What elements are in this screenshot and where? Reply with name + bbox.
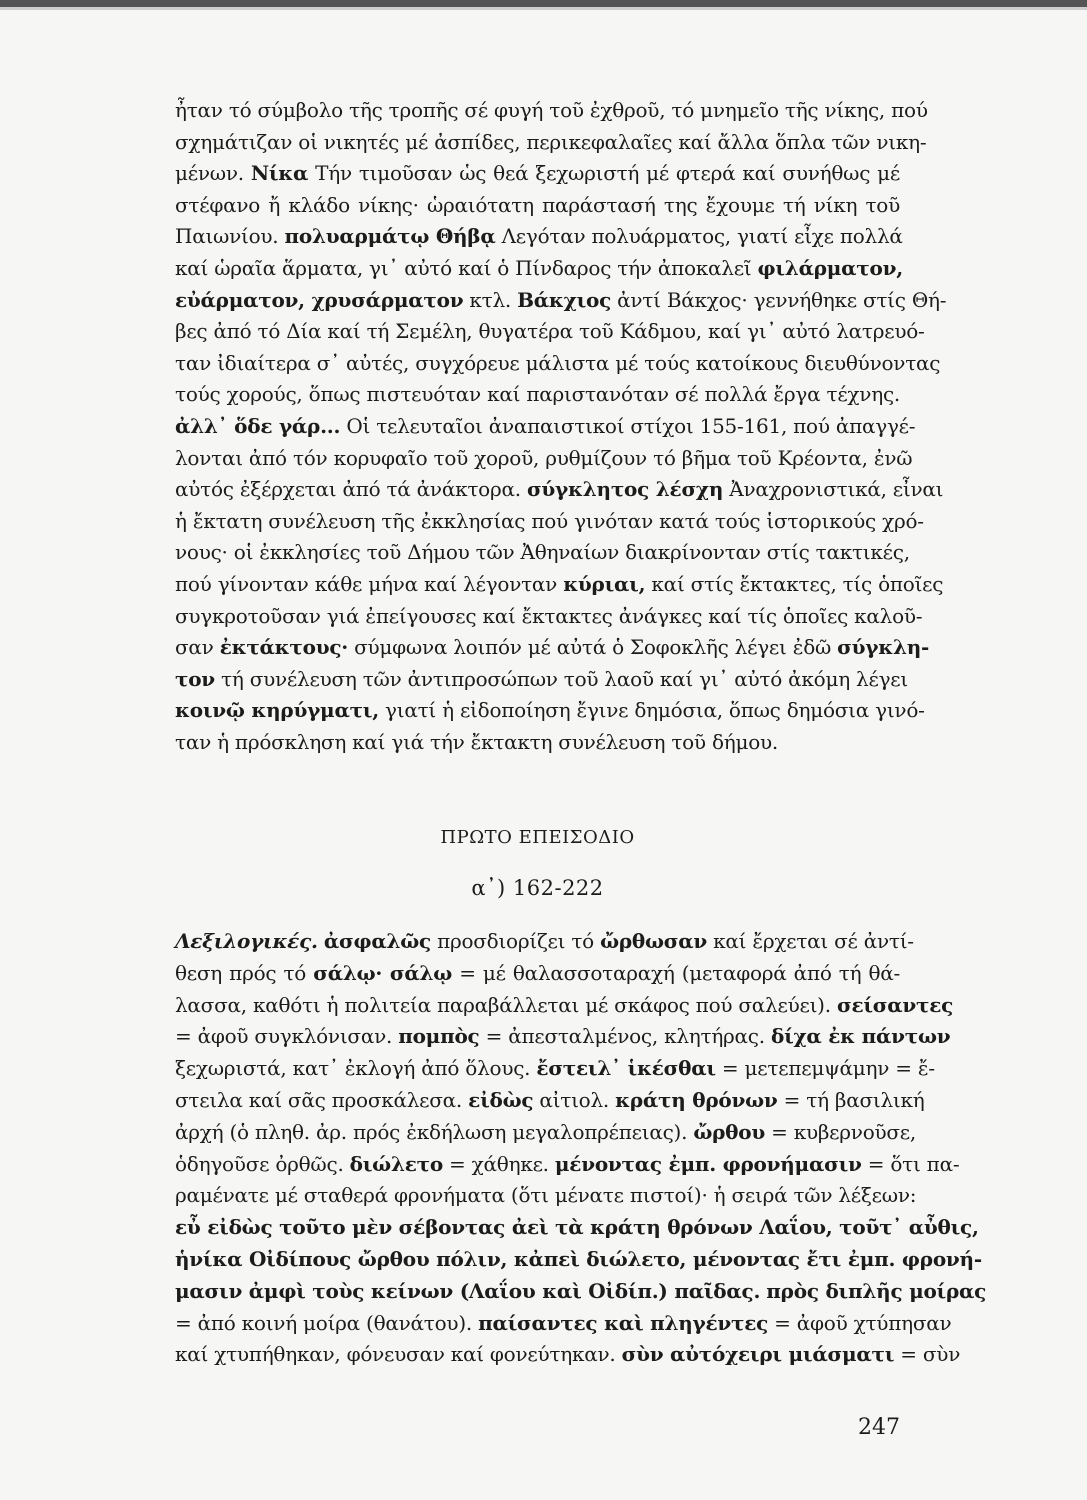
text-run: = ἀφοῦ συγκλόνισαν. xyxy=(175,1024,399,1049)
text-run: ἦταν τό σύμβολο τῆς τροπῆς σέ φυγή τοῦ ἐχθροῦ, τό μνημεῖο τῆς νίκης, πού xyxy=(175,98,928,122)
bold-term: τον xyxy=(175,666,215,691)
bold-term: μασιν ἀμφὶ τοὺς κείνων (Λαΐου καὶ Οἰδίπ.) παῖδας. xyxy=(175,1278,761,1303)
text-run: προσδιορίζει τό xyxy=(430,929,601,953)
text-run: νους· οἱ ἐκκλησίες τοῦ Δήμου τῶν Ἀθηναίων διακρίνονταν στίς τακτικές, xyxy=(175,540,910,565)
bold-term: εὐάρματον, χρυσάρματον xyxy=(175,287,464,312)
text-line xyxy=(175,928,914,954)
text-run: = σὺν xyxy=(894,1342,961,1367)
text-run: ραμένατε μέ σταθερά φρονήματα (ὅτι μένατε πιστοί)· ἡ σειρά τῶν λέξεων: xyxy=(175,1183,917,1208)
bold-term: εὖ εἰδὼς τοῦτο μὲν σέβοντας ἀεὶ τὰ κράτη θρόνων Λαΐου, τοῦτ᾽ αὖθις, xyxy=(175,1215,979,1240)
text-run: πού γίνονταν κάθε μήνα καί λέγονταν xyxy=(175,572,564,596)
bold-term: κράτη θρόνων xyxy=(615,1088,778,1112)
text-run: σαν xyxy=(175,635,220,660)
bold-term: κύριαι, xyxy=(563,572,646,596)
text-run: ἀντί Βάκχος· γεννήθηκε στίς Θή- xyxy=(611,287,947,312)
text-run: ἡ ἔκτατη συνέλευση τῆς ἐκκλησίας πού γινόταν κατά τούς ἱστορικούς χρό- xyxy=(175,508,924,533)
bold-term: ἔστειλ᾽ ἱκέσθαι xyxy=(536,1056,716,1081)
text-line xyxy=(175,223,903,249)
bold-term: ὤρθωσαν xyxy=(600,929,708,953)
bleed-through-text xyxy=(175,790,900,940)
text-run: καί ὡραῖα ἅρματα, γι᾽ αὐτό καί ὁ Πίνδαρος τήν ἀποκαλεῖ xyxy=(175,256,758,280)
bold-term: ἀσφαλῶς xyxy=(323,929,431,953)
text-run: Λεγόταν πολυάρματος, γιατί εἶχε πολλά xyxy=(495,224,903,249)
text-line xyxy=(175,1278,987,1304)
text-line xyxy=(175,960,900,986)
text-line xyxy=(175,445,913,471)
text-line xyxy=(175,381,900,407)
text-run: = τή βασιλική xyxy=(777,1088,925,1112)
text-run: Παιωνίου. xyxy=(175,224,285,249)
text-line xyxy=(175,476,944,502)
text-run: αὐτός ἐξέρχεται ἀπό τά ἀνάκτορα. xyxy=(175,477,527,502)
text-run: τή συνέλευση τῶν ἀντιπροσώπων τοῦ λαοῦ καί γι᾽ αὐτό ἀκόμη λέγει xyxy=(214,666,908,691)
text-line xyxy=(175,571,944,597)
text-run: = χάθηκε. xyxy=(442,1151,555,1176)
text-run: ταν ἰδιαίτερα σ᾽ αὐτές, συγχόρευε μάλιστα μέ τούς κατοίκους διευθύνοντας xyxy=(175,350,941,375)
text-line xyxy=(175,1119,917,1145)
bold-term: πρὸς διπλῆς μοίρας xyxy=(766,1278,987,1303)
bold-term: πομπὸς xyxy=(398,1024,480,1049)
text-line xyxy=(175,603,923,629)
text-run: λασσα, καθότι ἡ πολιτεία παραβάλλεται μέ σκάφος πού σαλεύει). xyxy=(175,992,837,1017)
text-line xyxy=(175,318,925,344)
text-run: λονται ἀπό τόν κορυφαῖο τοῦ χοροῦ, ρυθμίζουν τό βῆμα τοῦ Κρέοντα, ἐνῶ xyxy=(175,445,913,470)
text-run: ταν ἡ πρόσκληση καί γιά τήν ἔκτακτη συνέλευση τοῦ δήμου. xyxy=(175,730,779,754)
text-line xyxy=(175,160,900,186)
text-run: καί χτυπήθηκαν, φόνευσαν καί φονεύτηκαν. xyxy=(175,1342,622,1367)
text-line xyxy=(175,729,900,755)
bold-term: σύγκλητος λέσχη xyxy=(526,477,724,502)
text-run: = μέ θαλασσοταραχή (μεταφορά ἀπό τή θά- xyxy=(452,960,900,985)
text-line xyxy=(175,1087,925,1113)
text-run: = ἀφοῦ χτύπησαν xyxy=(768,1310,952,1335)
text-line xyxy=(175,1341,961,1367)
top-border-shadow xyxy=(0,7,1087,10)
text-run: τούς χορούς, ὅπως πιστευόταν καί παριστανόταν σέ πολλά ἔργα τέχνης. xyxy=(175,382,900,407)
bold-term: ἀλλ᾽ ὅδε γάρ... xyxy=(175,414,341,438)
bold-term: εἰδὼς xyxy=(468,1088,534,1112)
text-run: ξεχωριστά, κατ᾽ ἐκλογή ἀπό ὅλους. xyxy=(175,1056,537,1081)
bold-term: σὺν αὐτόχειρι μιάσματι xyxy=(621,1342,895,1367)
text-line xyxy=(175,539,910,565)
text-run: κτλ. xyxy=(463,287,518,312)
bold-term: ἐκτάκτους· xyxy=(219,635,348,660)
bold-term: πολυαρμάτῳ Θήβᾳ xyxy=(284,224,496,249)
text-run: βες ἀπό τό Δία καί τή Σεμέλη, θυγατέρα τοῦ Κάδμου, καί γι᾽ αὐτό λατρευό- xyxy=(175,319,925,344)
text-run: γιατί ἡ εἰδοποίηση ἔγινε δημόσια, ὅπως δημόσια γινό- xyxy=(378,698,925,723)
bold-term: παίσαντες καὶ πληγέντες xyxy=(478,1310,769,1335)
text-line xyxy=(175,508,924,534)
bold-term: ὤρθου xyxy=(693,1119,765,1144)
text-run: αἰτιολ. xyxy=(533,1088,616,1112)
text-run: σχημάτιζαν οἱ νικητές μέ ἀσπίδες, περικεφαλαῖες καί ἄλλα ὅπλα τῶν νικη- xyxy=(175,129,927,154)
text-run: σύμφωνα λοιπόν μέ αὐτά ὁ Σοφοκλῆς λέγει ἐδῶ xyxy=(348,635,838,660)
text-line xyxy=(175,1055,935,1081)
text-line xyxy=(175,255,903,281)
text-line xyxy=(175,350,941,376)
text-run: ἀρχή (ὁ πληθ. ἀρ. πρός ἐκδήλωση μεγαλοπρέπειας). xyxy=(175,1119,694,1144)
text-run: = μετεπεμψάμην = ἔ- xyxy=(715,1056,935,1081)
bold-term: Βάκχιος xyxy=(517,287,612,312)
text-run: καί ἔρχεται σέ ἀντί- xyxy=(707,929,914,953)
text-run: συγκροτοῦσαν γιά ἐπείγουσες καί ἔκτακτες ἀνάγκες καί τίς ὁποῖες καλοῦ- xyxy=(175,603,923,628)
text-run: καί στίς ἔκτακτες, τίς ὁποῖες xyxy=(645,572,944,596)
text-line xyxy=(175,634,930,660)
text-line xyxy=(175,97,928,123)
bold-term: Λεξιλογικές. xyxy=(175,929,318,953)
text-line xyxy=(175,1182,917,1208)
text-line xyxy=(175,413,916,439)
text-run: = ἀπό κοινή μοίρα (θανάτου). xyxy=(175,1310,479,1335)
text-line xyxy=(175,287,947,313)
text-run: μένων. xyxy=(175,161,251,186)
bold-term: σείσαντες xyxy=(836,992,954,1017)
text-run: στειλα καί σᾶς προσκάλεσα. xyxy=(175,1088,469,1112)
text-line xyxy=(175,992,954,1018)
text-line xyxy=(175,697,925,723)
text-run: στέφανο ἤ κλάδο νίκης· ὡραιότατη παράστασή της ἔχουμε τή νίκη τοῦ xyxy=(175,192,900,217)
text-line xyxy=(175,192,900,218)
top-border xyxy=(0,0,1087,7)
text-run: Ἀναχρονιστικά, εἶναι xyxy=(723,477,944,502)
text-line xyxy=(175,1151,960,1177)
bold-term: σύγκλη- xyxy=(837,635,930,660)
bold-term: φιλάρματον, xyxy=(757,256,903,280)
section-heading: ΠΡΩΤΟ ΕΠΕΙΣΟΔΙΟ xyxy=(440,827,635,848)
bold-term: δίχα ἐκ πάντων xyxy=(770,1024,951,1049)
text-run: Τήν τιμοῦσαν ὡς θεά ξεχωριστή μέ φτερά καί συνήθως μέ xyxy=(308,161,900,186)
text-line xyxy=(175,666,908,692)
text-line xyxy=(175,1310,952,1336)
bold-term: κοινῷ κηρύγματι, xyxy=(175,698,379,723)
text-line xyxy=(175,129,927,155)
text-line xyxy=(175,1246,982,1272)
page-number: 247 xyxy=(858,1415,900,1440)
text-run: = κυβερνοῦσε, xyxy=(764,1119,917,1144)
bold-term: ἡνίκα Οἰδίπους ὤρθου πόλιν, κἀπεὶ διώλετο, μένοντας ἔτι ἐμπ. φρονή- xyxy=(175,1247,982,1271)
text-run: = ἀπεσταλμένος, κλητήρας. xyxy=(479,1024,771,1049)
text-run: = ὅτι πα- xyxy=(861,1151,960,1176)
text-run: θεση πρός τό xyxy=(175,960,314,985)
bold-term: Νίκα xyxy=(250,161,309,186)
text-run: Οἱ τελευταῖοι ἀναπαιστικοί στίχοι 155-161, πού ἀπαγγέ- xyxy=(340,414,916,438)
section-subheading: α᾽) 162-222 xyxy=(471,876,604,900)
bold-term: μένοντας ἐμπ. φρονήμασιν xyxy=(554,1151,862,1176)
bold-term: διώλετο xyxy=(349,1151,443,1176)
text-line xyxy=(175,1023,951,1049)
text-line xyxy=(175,1214,979,1240)
text-run: ὁδηγοῦσε ὀρθῶς. xyxy=(175,1151,350,1176)
bold-term: σάλῳ· σάλῳ xyxy=(313,960,453,985)
